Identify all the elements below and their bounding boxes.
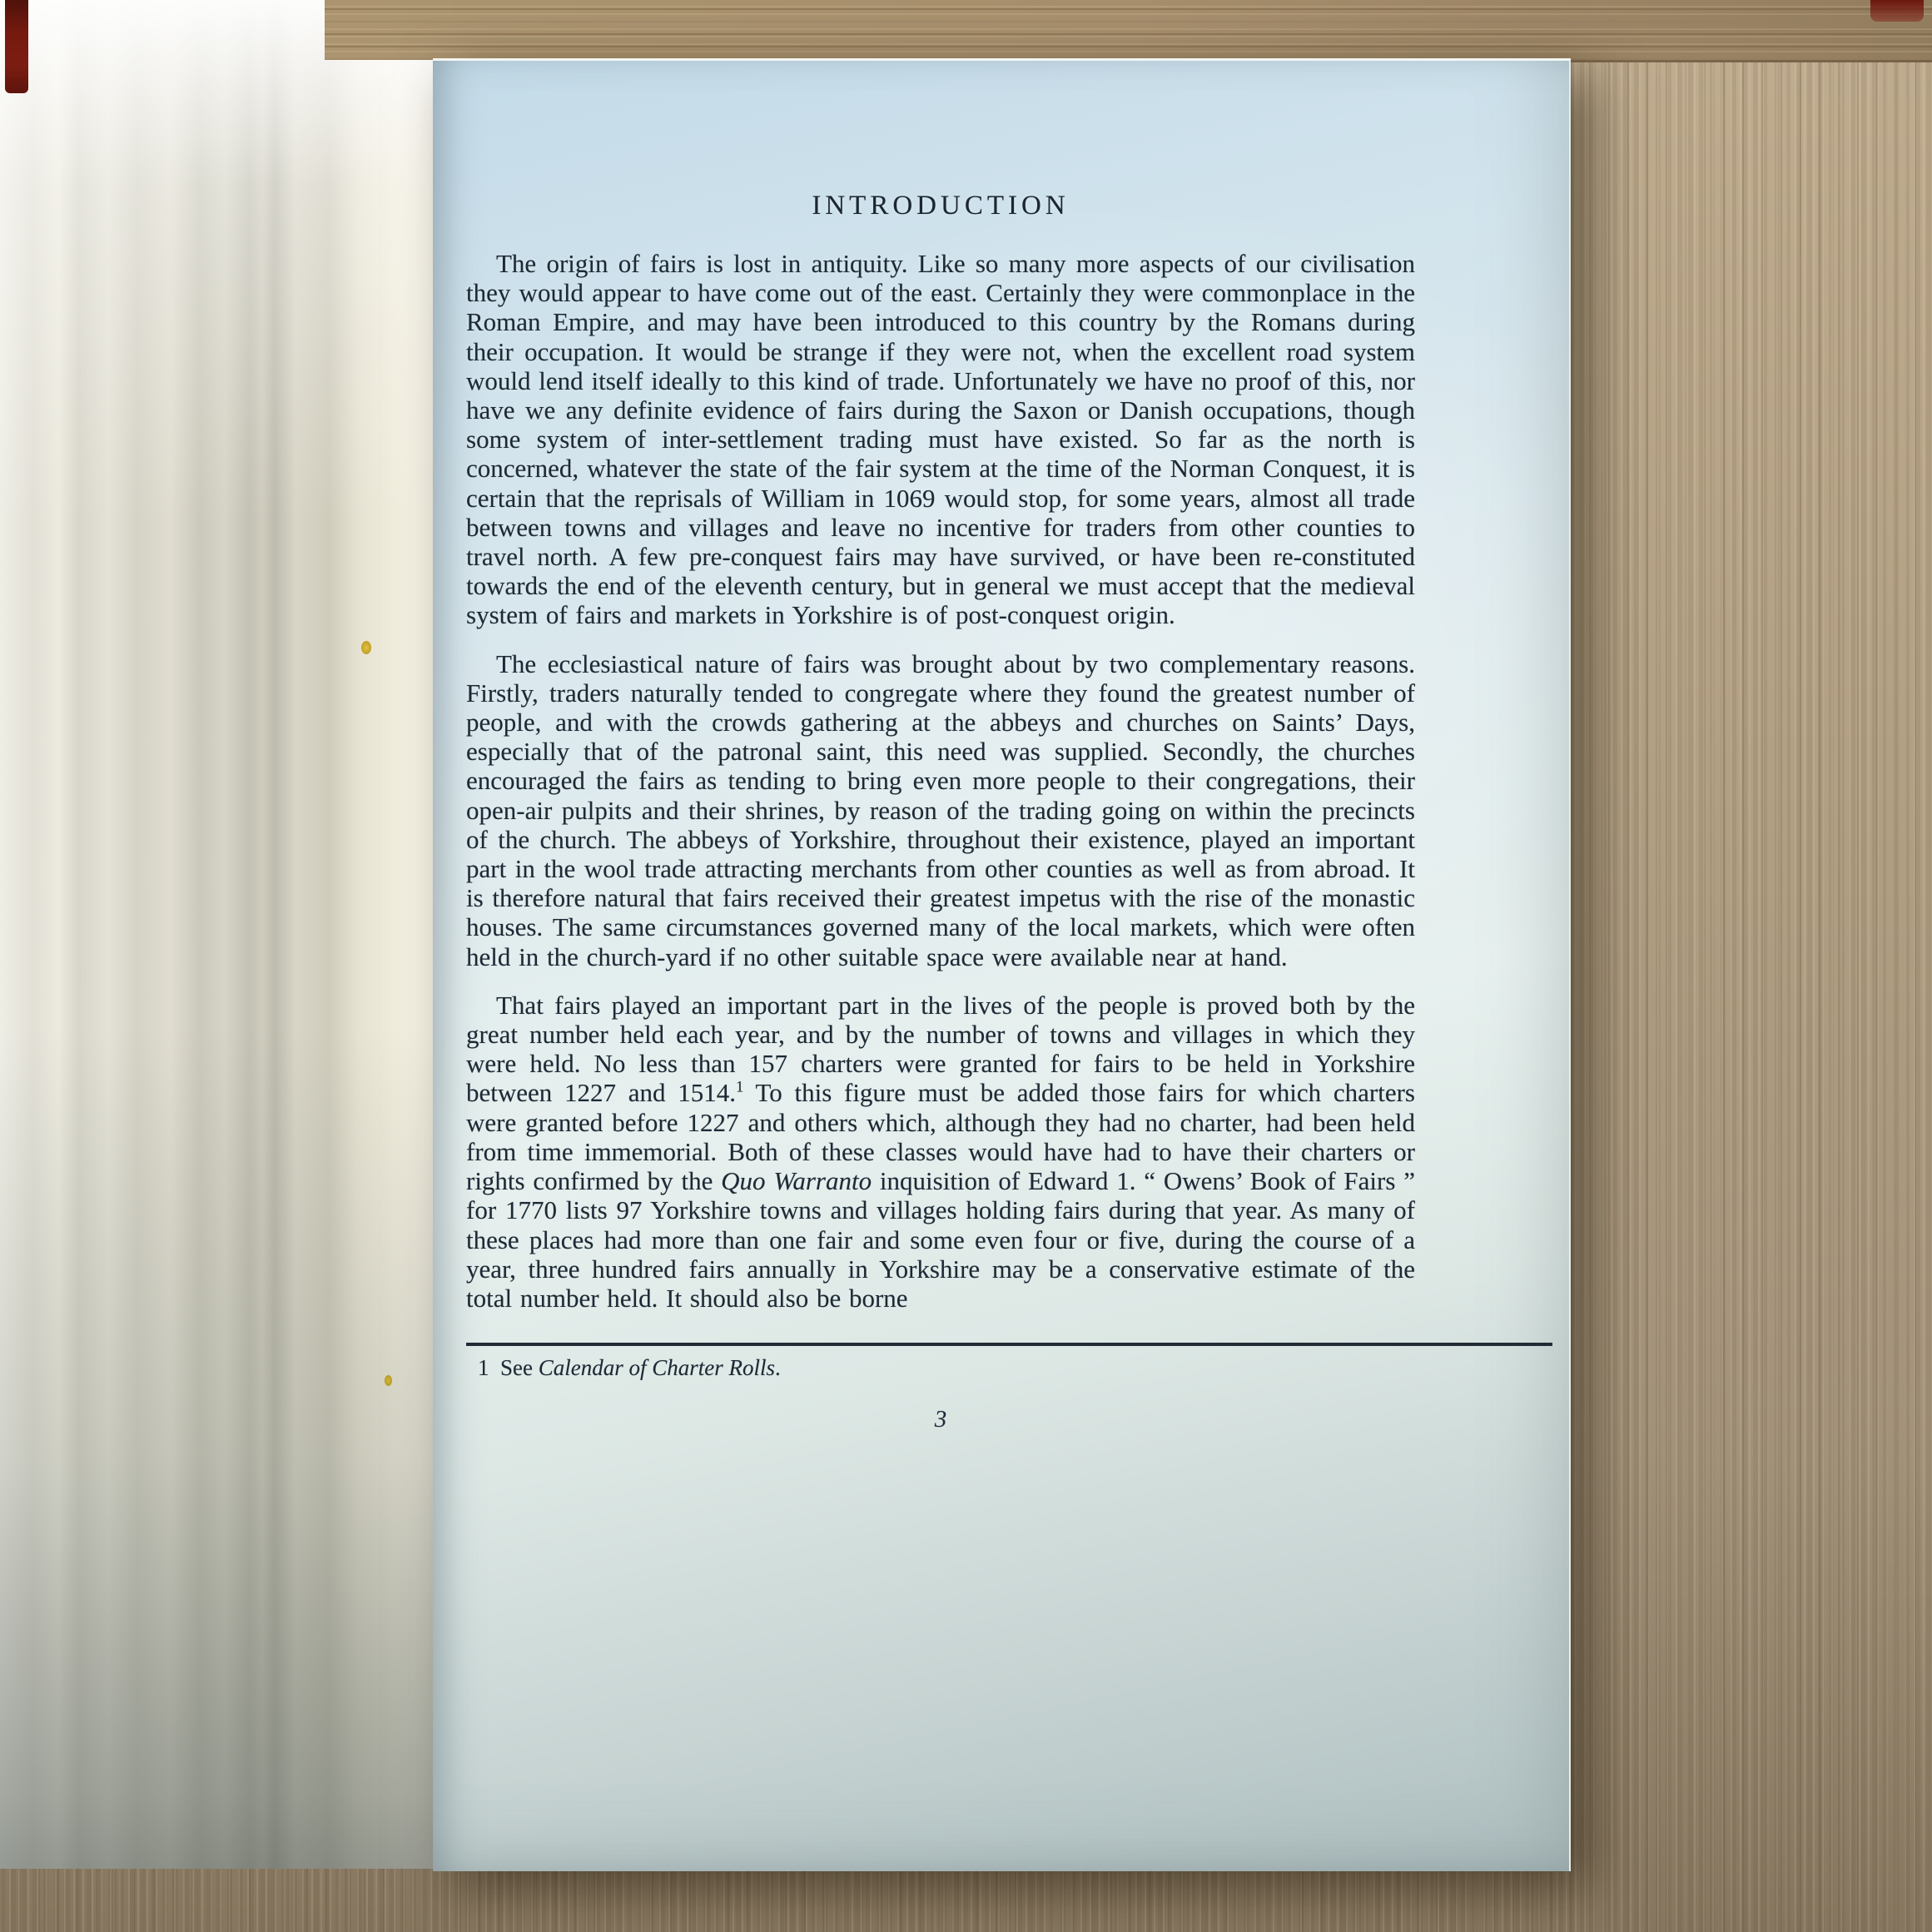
red-binding-mark-top-left [5, 0, 28, 93]
red-binding-mark-top-right [1870, 0, 1924, 22]
italic-run: Quo Warranto [721, 1166, 872, 1196]
page-content [466, 61, 1415, 1433]
book-page [433, 58, 1571, 1871]
paragraph: The origin of fairs is lost in antiquity. Like so many more aspects of our civilisation they would appear to have come out of the east. Certainly they were commonplace in the Roman Empire, and may have been introduced to this country by the Romans during their occupation. It would be strange if they were not, when the excellent road system would lend itself ideally to this kind of trade. Unfortunately we have no proof of this, nor have we any definite evidence of fairs during the Saxon or Danish occupations, though some system of inter-settlement trading must have existed. So far as the north is concerned, whatever the state of the fair system at the time of the Norman Conquest, it is certain that the reprisals of William in 1069 would stop, for some years, almost all trade between towns and villages and leave no incentive for traders from other counties to travel north. A few pre-conquest fairs may have survived, or have been re-constituted towards the end of the eleventh century, but in general we must accept that the medieval system of fairs and markets in Yorkshire is of post-conquest origin. [466, 249, 1415, 630]
page-heading: INTRODUCTION [812, 191, 1070, 221]
paragraph: The ecclesiastical nature of fairs was brought about by two complementary reasons. Firstly, traders naturally tended to congregate where they found the greatest number of people, and with the crowds gathering at the abbeys and churches on Saints’ Days, especially that of the patronal saint, this need was supplied. Secondly, the churches encouraged the fairs as tending to bring even more people to their congregations, their open-air pulpits and their shrines, by reason of the trading going on within the precincts of the church. The abbeys of Yorkshire, throughout their existence, played an important part in the wool trade attracting merchants from other counties as well as from abroad. It is therefore natural that fairs received their greatest impetus with the rise of the monastic houses. The same circumstances governed many of the local markets, which were often held in the church-yard if no other suitable space were available near at hand. [466, 648, 1415, 971]
stain-spot [361, 641, 371, 654]
paragraph: That fairs played an important part in the lives of the people is proved both by the great number held each year, and by the number of towns and villages in which they were held. No less than 157 charters were granted for fairs to be held in Yorkshire between 1227 and 1514.$^1$ To this figure must be added those fairs for which charters were granted before 1227 and others which, although they had no charter, had been held from time immemorial. Both of these classes would have had to have their charters or rights confirmed by the Quo Warranto inquisition of Edward 1. “ Owens’ Book of Fairs ” for 1770 lists 97 Yorkshire towns and villages holding fairs during that year. As many of these places had more than one fair and some even four or five, during the course of a year, three hundred fairs annually in Yorkshire may be a conservative estimate of the total number held. It should also be borne [466, 990, 1416, 1313]
page-number: 3 [934, 1406, 947, 1433]
stain-spot [385, 1375, 392, 1386]
superscript-run: 1 [736, 1079, 744, 1097]
book-page-edges [0, 0, 433, 1869]
wood-table-surface-top [325, 0, 1932, 62]
footnote: 1 See Calendar of Charter Rolls. [478, 1355, 781, 1381]
italic-run: Calendar of Charter Rolls [538, 1355, 775, 1381]
footnote-rule [466, 1343, 1552, 1346]
